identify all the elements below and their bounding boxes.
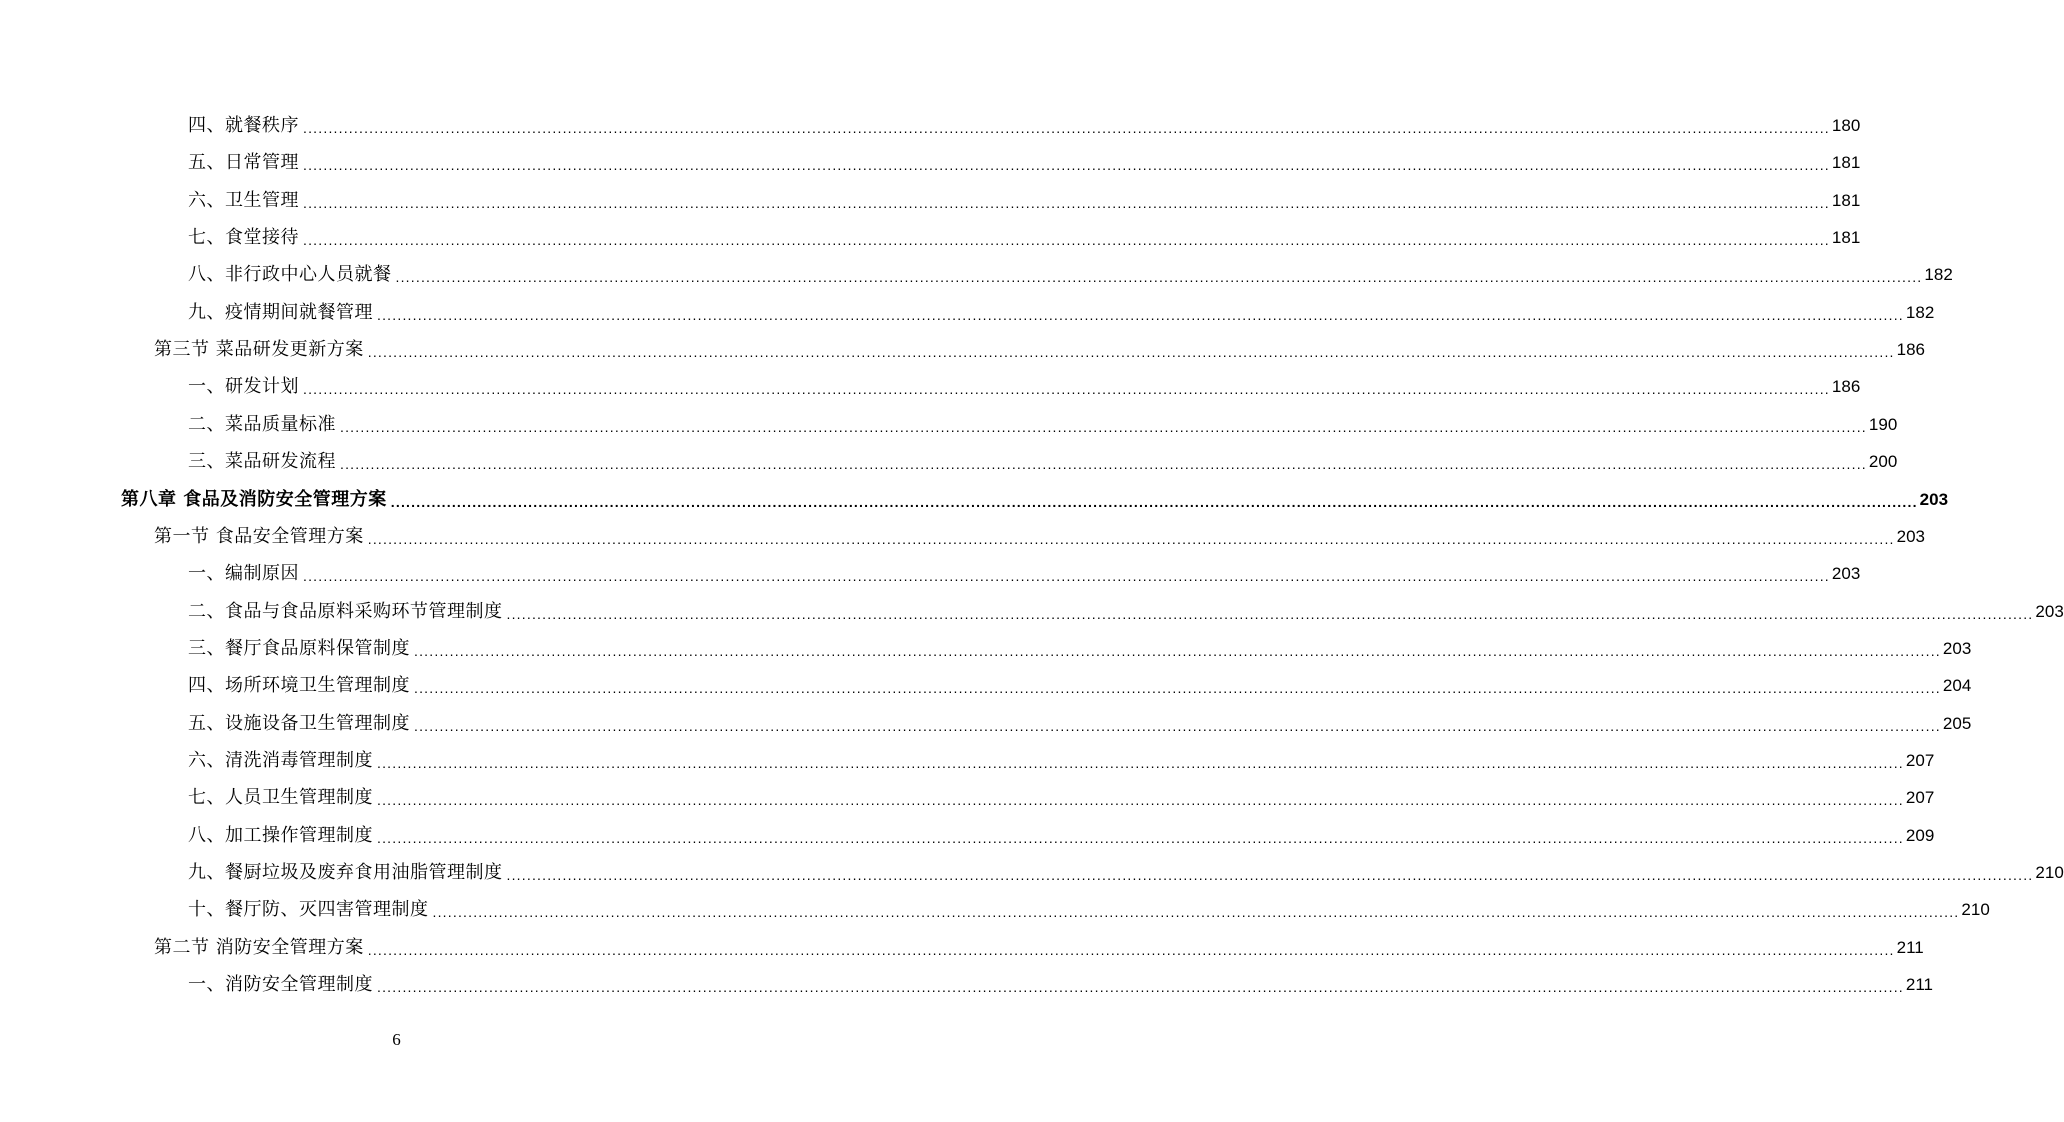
toc-item-entry[interactable]: [188, 361, 1861, 398]
dot-leader: ............................................................................................................................................................................................................................................................................................................: [340, 456, 1867, 473]
dot-leader: ............................................................................................................................................................................................................................................................................................................: [303, 232, 1830, 249]
toc-entry-title: 四、场所环境卫生管理制度: [188, 675, 410, 697]
toc-entry-title: 一、编制原因: [188, 563, 299, 585]
toc-entry-page: 207: [1905, 750, 1935, 770]
dot-leader: ............................................................................................................................................................................................................................................................................................................: [377, 754, 1904, 771]
toc-entry-page: 211: [1896, 937, 1924, 957]
toc-item-entry[interactable]: [188, 586, 2064, 623]
dot-leader: ............................................................................................................................................................................................................................................................................................................: [377, 979, 1904, 996]
toc-entry-title: 三、菜品研发流程: [188, 451, 336, 473]
toc-entry-title: 五、日常管理: [188, 152, 299, 174]
toc-entry-page: 182: [1924, 265, 1953, 285]
toc-item-entry[interactable]: [188, 660, 1972, 697]
toc-entry-page: 186: [1831, 377, 1861, 397]
toc-item-entry[interactable]: [188, 137, 1861, 174]
toc-entry-title: 第一节 食品安全管理方案: [154, 525, 364, 547]
toc-entry-page: 181: [1831, 228, 1861, 248]
toc-entry-title: 九、餐厨垃圾及废弃食用油脂管理制度: [188, 862, 503, 883]
toc-entry-page: 200: [1868, 452, 1898, 472]
dot-leader: ............................................................................................................................................................................................................................................................................................................: [377, 306, 1904, 323]
toc-entry-title: 六、卫生管理: [188, 189, 299, 211]
toc-item-entry[interactable]: [188, 399, 1898, 436]
toc-item-entry[interactable]: [188, 548, 1861, 585]
toc-entry-title: 第三节 菜品研发更新方案: [154, 339, 364, 361]
toc-entry-title: 四、就餐秩序: [188, 115, 299, 136]
toc-entry-page: 207: [1905, 788, 1935, 808]
toc-chapter-entry[interactable]: [121, 474, 1949, 511]
toc-entry-page: 181: [1831, 153, 1861, 173]
toc-item-entry[interactable]: [188, 847, 2064, 884]
toc-entry-page: 203: [2035, 601, 2064, 621]
toc-item-entry[interactable]: [188, 698, 1972, 735]
toc-entry-page: 205: [1942, 713, 1972, 733]
toc-entry-title: 三、餐厅食品原料保管制度: [188, 637, 410, 659]
toc-entry-page: 182: [1905, 302, 1935, 322]
toc-entry-page: 211: [1905, 975, 1934, 995]
toc-section-entry[interactable]: [154, 511, 1926, 548]
toc-entry-title: 第二节 消防安全管理方案: [154, 936, 364, 958]
toc-entry-title: 九、疫情期间就餐管理: [188, 301, 373, 323]
dot-leader: ............................................................................................................................................................................................................................................................................................................: [303, 157, 1830, 174]
page-number: 6: [392, 1030, 401, 1049]
toc-item-entry[interactable]: [188, 287, 1935, 324]
toc-item-entry[interactable]: [188, 436, 1898, 473]
toc-entry-page: 180: [1831, 116, 1861, 135]
toc-item-entry[interactable]: [188, 884, 1990, 921]
dot-leader: ............................................................................................................................................................................................................................................................................................................: [377, 792, 1904, 809]
dot-leader: ............................................................................................................................................................................................................................................................................................................: [506, 867, 2034, 883]
toc-section-entry[interactable]: [154, 922, 1924, 959]
toc-item-entry[interactable]: [188, 959, 1934, 996]
toc-entry-page: 203: [1919, 489, 1949, 509]
toc-entry-title: 八、非行政中心人员就餐: [188, 264, 392, 286]
toc-entry-page: 181: [1831, 190, 1861, 210]
toc-entry-title: 一、消防安全管理制度: [188, 974, 373, 996]
toc-entry-page: 209: [1905, 825, 1935, 845]
toc-entry-page: 203: [1831, 564, 1861, 584]
dot-leader: ............................................................................................................................................................................................................................................................................................................: [367, 530, 1895, 547]
toc-entry-page: 204: [1942, 676, 1972, 696]
toc-entry-title: 六、清洗消毒管理制度: [188, 749, 373, 771]
dot-leader: ............................................................................................................................................................................................................................................................................................................: [303, 194, 1830, 211]
toc-item-entry[interactable]: [188, 772, 1935, 809]
toc-item-entry[interactable]: [188, 249, 1953, 286]
toc-entry-title: 七、食堂接待: [188, 227, 299, 249]
toc-entry-page: 203: [1942, 638, 1972, 658]
dot-leader: ............................................................................................................................................................................................................................................................................................................: [506, 605, 2034, 622]
dot-leader: ............................................................................................................................................................................................................................................................................................................: [414, 680, 1941, 697]
toc-entry-title: 二、菜品质量标准: [188, 413, 336, 435]
dot-leader: ............................................................................................................................................................................................................................................................................................................: [414, 717, 1941, 734]
toc-item-entry[interactable]: [188, 175, 1861, 212]
toc-entry-title: 七、人员卫生管理制度: [188, 787, 373, 809]
toc-entry-title: 二、食品与食品原料采购环节管理制度: [188, 600, 503, 622]
toc-entry-page: 203: [1896, 526, 1926, 546]
toc-entry-page: 210: [2035, 863, 2064, 882]
toc-section-entry[interactable]: [154, 324, 1926, 361]
toc-entry-page: 190: [1868, 414, 1898, 434]
toc-entry-title: 十、餐厅防、灭四害管理制度: [188, 899, 429, 921]
toc-item-entry[interactable]: [188, 810, 1935, 847]
toc-entry-title: 八、加工操作管理制度: [188, 824, 373, 846]
toc-entry-page: 186: [1896, 340, 1926, 360]
dot-leader: ............................................................................................................................................................................................................................................................................................................: [367, 941, 1895, 958]
dot-leader: ............................................................................................................................................................................................................................................................................................................: [414, 642, 1941, 659]
toc-item-entry[interactable]: [188, 735, 1935, 772]
dot-leader: ............................................................................................................................................................................................................................................................................................................: [367, 344, 1895, 361]
toc-entry-title: 第八章 食品及消防安全管理方案: [121, 488, 387, 510]
dot-leader: ............................................................................................................................................................................................................................................................................................................: [377, 829, 1904, 846]
dot-leader: ............................................................................................................................................................................................................................................................................................................: [340, 418, 1867, 435]
dot-leader: ............................................................................................................................................................................................................................................................................................................: [390, 493, 1918, 510]
dot-leader: ............................................................................................................................................................................................................................................................................................................: [395, 269, 1923, 286]
toc-entry-page: 210: [1961, 900, 1990, 920]
dot-leader: ............................................................................................................................................................................................................................................................................................................: [303, 568, 1830, 585]
toc-item-entry[interactable]: [188, 100, 1861, 137]
toc-item-entry[interactable]: [188, 623, 1972, 660]
dot-leader: ............................................................................................................................................................................................................................................................................................................: [303, 120, 1830, 136]
dot-leader: ............................................................................................................................................................................................................................................................................................................: [303, 381, 1830, 398]
toc-entry-title: 一、研发计划: [188, 376, 299, 398]
toc-entry-title: 五、设施设备卫生管理制度: [188, 712, 410, 734]
toc-item-entry[interactable]: [188, 212, 1861, 249]
dot-leader: ............................................................................................................................................................................................................................................................................................................: [432, 904, 1960, 921]
